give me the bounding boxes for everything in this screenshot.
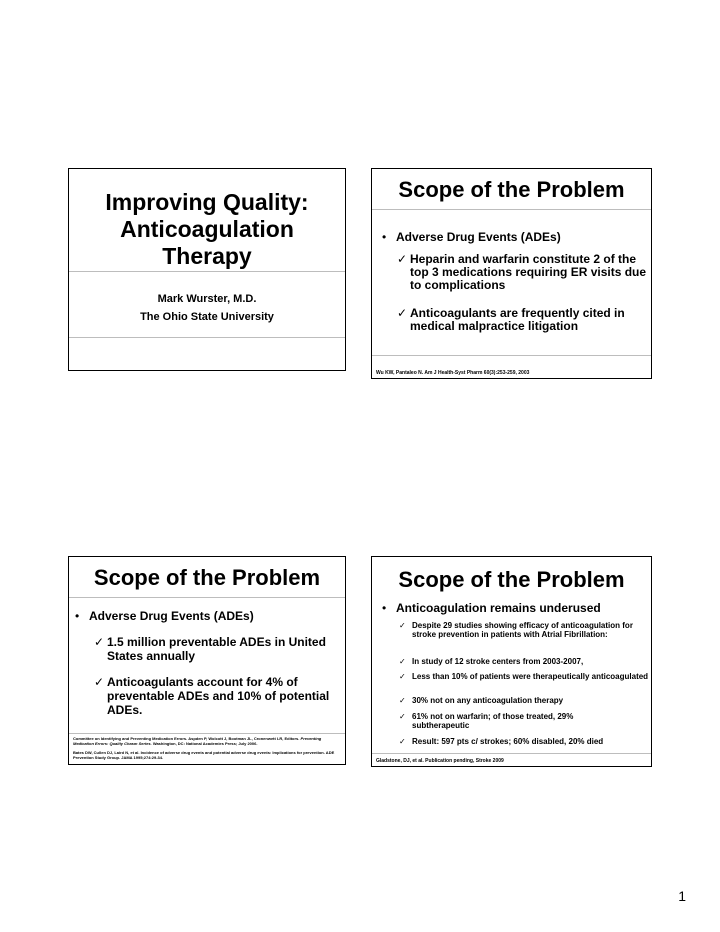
check-item (94, 635, 337, 663)
slide-divider (69, 271, 345, 272)
check-item (397, 252, 650, 292)
check-text: Less than 10% of patients were therapeutically anticoagulated (412, 672, 649, 681)
page-number: 1 (678, 888, 686, 904)
slide-divider (69, 733, 345, 734)
bullet-text: Anticoagulation remains underused (396, 601, 601, 615)
checkmark-icon: ✓ (399, 696, 406, 705)
checkmark-icon: ✓ (397, 306, 408, 320)
bullet-text: Adverse Drug Events (ADEs) (89, 609, 254, 623)
check-text: 30% not on any anticoagulation therapy (412, 696, 564, 705)
slide-divider (69, 597, 345, 598)
bullet-text: Adverse Drug Events (ADEs) (396, 230, 561, 244)
slide-divider (372, 753, 651, 754)
checkmark-icon: ✓ (399, 621, 406, 630)
slide-divider (372, 355, 651, 356)
check-text: 61% not on warfarin; of those treated, 29% subtherapeutic (412, 712, 574, 730)
check-text: In study of 12 stroke centers from 2003-2007, (412, 657, 584, 666)
slide-title: Scope of the Problem (93, 565, 321, 590)
slide-divider (69, 337, 345, 338)
checkmark-icon: ✓ (94, 675, 105, 689)
check-text: Result: 597 pts c/ strokes; 60% disabled, 20% died (412, 737, 604, 746)
reference-text: Bates DW, Cullen DJ, Laird N, et al. Incidence of adverse drug events and potential adverse drug events: Implications for prevention. ADE Prevention Study Group. JAMA 1995;274:29-34. (73, 750, 335, 760)
reference-text (73, 736, 341, 746)
bullet-item (382, 601, 601, 616)
check-item (399, 657, 650, 666)
checkmark-icon: ✓ (399, 712, 406, 721)
checkmark-icon: ✓ (397, 252, 408, 266)
slide-divider (372, 209, 651, 210)
slide-3 (68, 556, 346, 765)
bullet-dot-icon: • (382, 601, 387, 615)
slide-title: Scope of the Problem (398, 567, 625, 592)
reference-citation: Committee on Identifying and Preventing Medication Errors. Aspden P, Wolcott J, Bootman JL, Cronenwett LR, Editors. (73, 736, 300, 741)
check-text: 1.5 million preventable ADEs in United States annually (107, 635, 326, 663)
slide-1 (68, 168, 346, 371)
author-affiliation: The Ohio State University (140, 311, 274, 323)
reference-title: Preventing Medication Errors: Quality Chasm Series. (73, 736, 322, 746)
reference-text: Gladstone, DJ, et al. Publication pending, Stroke 2009 (376, 758, 504, 764)
check-item (94, 675, 337, 717)
checkmark-icon: ✓ (94, 635, 105, 649)
author-name: Mark Wurster, M.D. (157, 293, 257, 305)
checkmark-icon: ✓ (399, 657, 406, 666)
bullet-dot-icon: • (75, 609, 80, 623)
reference-text: Wu KW, Pantaleo N. Am J Health-Syst Pharm 60(3):253-259, 2003 (376, 370, 530, 376)
check-item (397, 306, 650, 333)
check-item (399, 672, 650, 681)
check-item (399, 696, 650, 705)
check-item (399, 621, 650, 639)
bullet-dot-icon: • (382, 230, 387, 244)
slide-title: Improving Quality: Anticoagulation Therapy (105, 189, 309, 269)
slide-2 (371, 168, 652, 379)
check-text: Heparin and warfarin constitute 2 of the top 3 medications requiring ER visits due to complications (410, 252, 647, 292)
slide-4 (371, 556, 652, 767)
check-text: Despite 29 studies showing efficacy of anticoagulation for stroke prevention in patients with Atrial Fibrillation: (412, 621, 633, 639)
slide-title: Scope of the Problem (398, 177, 625, 202)
checkmark-icon: ✓ (399, 737, 406, 746)
check-item (399, 737, 650, 746)
check-text: Anticoagulants are frequently cited in medical malpractice litigation (410, 306, 625, 333)
bullet-item (382, 230, 561, 245)
check-item (399, 712, 622, 730)
reference-publisher: Washington, DC: National Academies Press; July 2006. (152, 741, 258, 746)
checkmark-icon: ✓ (399, 672, 406, 681)
bullet-item (75, 609, 254, 624)
check-text: Anticoagulants account for 4% of preventable ADEs and 10% of potential ADEs. (107, 675, 330, 717)
